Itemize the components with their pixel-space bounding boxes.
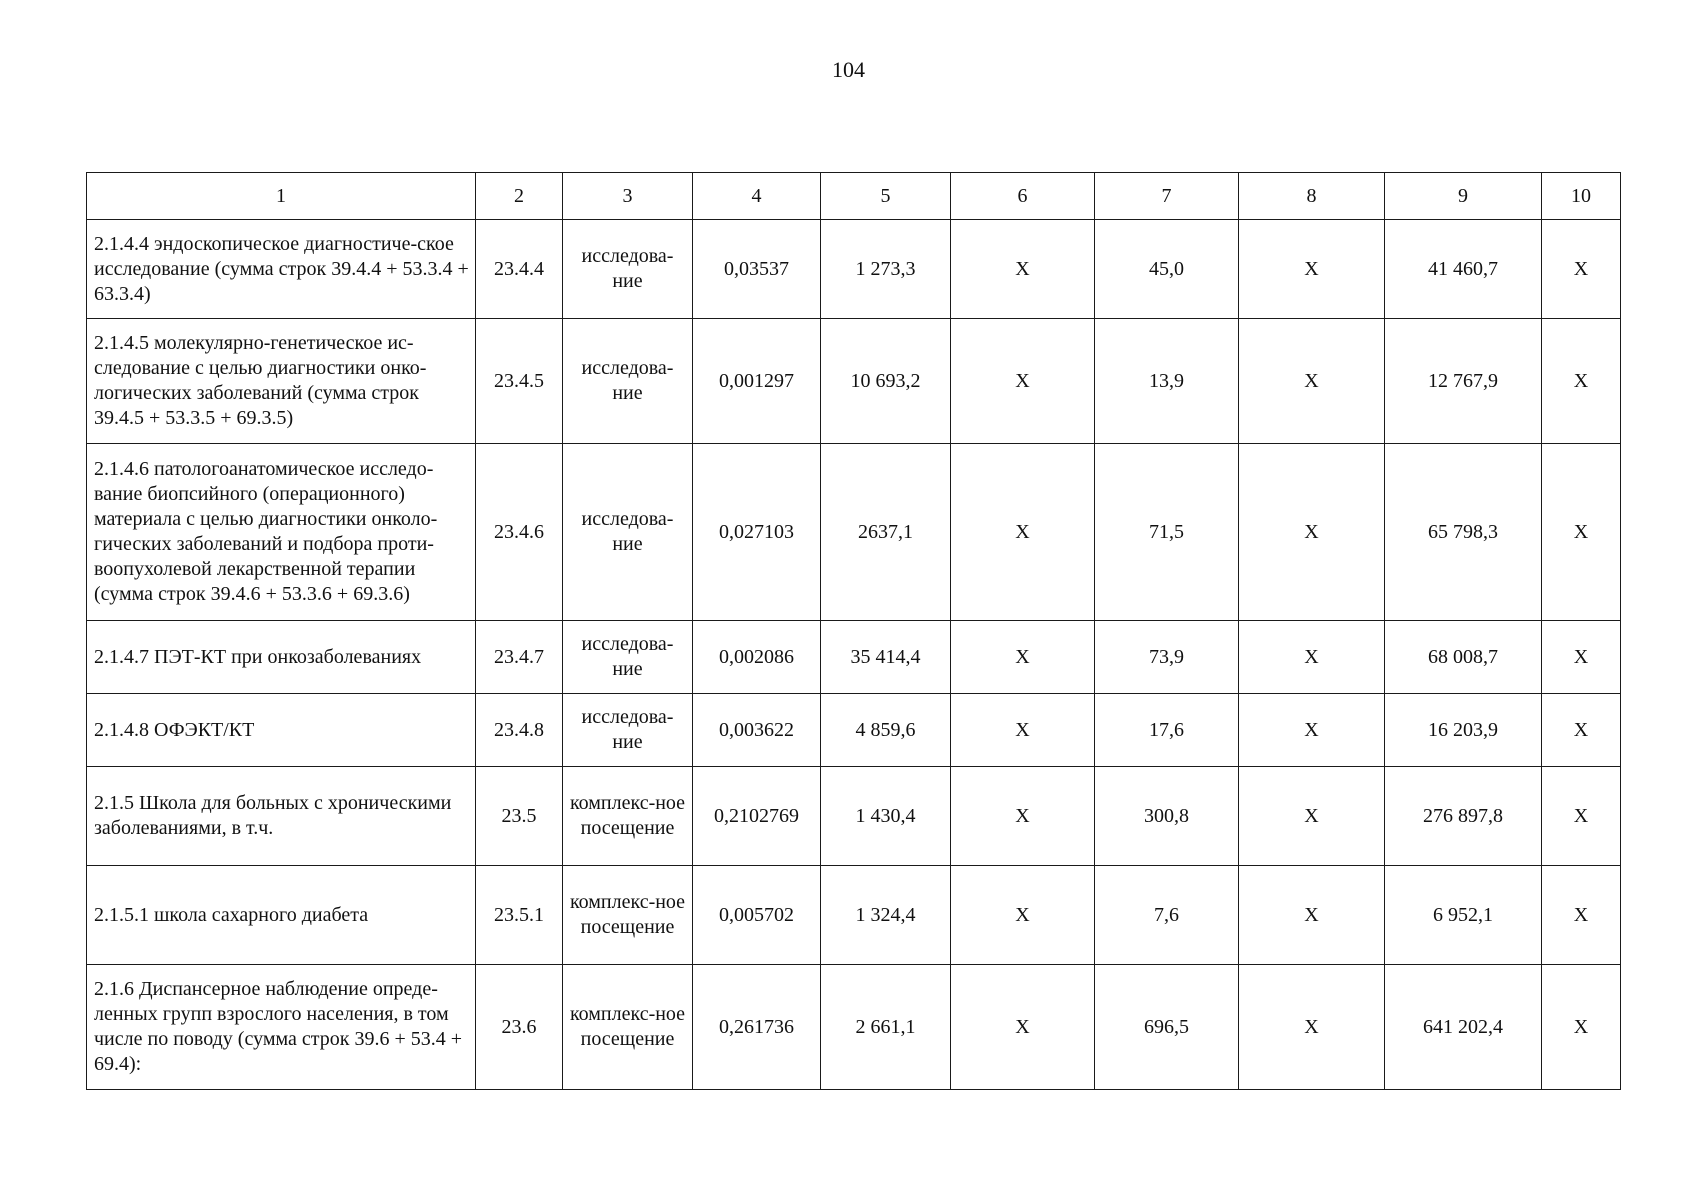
cell-col5: 2 661,1 bbox=[821, 965, 951, 1090]
cell-description: 2.1.6 Диспансерное наблюдение опреде-ленных групп взрослого населения, в том числе по поводу (сумма строк 39.6 + 53.4 + 69.4): bbox=[87, 965, 476, 1090]
cell-col7: 73,9 bbox=[1095, 621, 1239, 694]
cell-col8: Х bbox=[1239, 621, 1385, 694]
cell-unit: исследова-ние bbox=[563, 621, 693, 694]
cell-col7: 300,8 bbox=[1095, 767, 1239, 866]
cell-unit: комплекс-ное посещение bbox=[563, 866, 693, 965]
cell-unit: исследова-ние bbox=[563, 444, 693, 621]
cell-code: 23.6 bbox=[476, 965, 563, 1090]
column-header: 10 bbox=[1542, 173, 1621, 220]
cell-col9: 641 202,4 bbox=[1385, 965, 1542, 1090]
cell-col7: 13,9 bbox=[1095, 319, 1239, 444]
cell-col4: 0,03537 bbox=[693, 220, 821, 319]
cell-code: 23.4.6 bbox=[476, 444, 563, 621]
cell-description: 2.1.4.7 ПЭТ-КТ при онкозаболеваниях bbox=[87, 621, 476, 694]
column-header: 3 bbox=[563, 173, 693, 220]
cell-col4: 0,002086 bbox=[693, 621, 821, 694]
table-row bbox=[87, 767, 1621, 866]
cell-description: 2.1.4.5 молекулярно-генетическое ис-следование с целью диагностики онко-логических заболеваний (сумма строк 39.4.5 + 53.3.5 + 69.3.5) bbox=[87, 319, 476, 444]
cell-col6: Х bbox=[951, 444, 1095, 621]
cell-col4: 0,261736 bbox=[693, 965, 821, 1090]
cell-col5: 10 693,2 bbox=[821, 319, 951, 444]
cell-unit: комплекс-ное посещение bbox=[563, 965, 693, 1090]
cell-unit: исследова-ние bbox=[563, 694, 693, 767]
cell-col10: Х bbox=[1542, 319, 1621, 444]
cell-col4: 0,005702 bbox=[693, 866, 821, 965]
cell-col6: Х bbox=[951, 220, 1095, 319]
column-header: 5 bbox=[821, 173, 951, 220]
cell-col8: Х bbox=[1239, 444, 1385, 621]
cell-col9: 16 203,9 bbox=[1385, 694, 1542, 767]
cell-col9: 276 897,8 bbox=[1385, 767, 1542, 866]
column-header: 9 bbox=[1385, 173, 1542, 220]
cell-col6: Х bbox=[951, 965, 1095, 1090]
table-row bbox=[87, 866, 1621, 965]
cell-col9: 12 767,9 bbox=[1385, 319, 1542, 444]
column-header: 6 bbox=[951, 173, 1095, 220]
table-row bbox=[87, 694, 1621, 767]
column-header: 2 bbox=[476, 173, 563, 220]
cell-col6: Х bbox=[951, 319, 1095, 444]
cell-col10: Х bbox=[1542, 694, 1621, 767]
cell-col8: Х bbox=[1239, 694, 1385, 767]
cell-col8: Х bbox=[1239, 965, 1385, 1090]
cell-unit: исследова-ние bbox=[563, 319, 693, 444]
cell-col10: Х bbox=[1542, 965, 1621, 1090]
cell-col7: 696,5 bbox=[1095, 965, 1239, 1090]
cell-description: 2.1.4.8 ОФЭКТ/КТ bbox=[87, 694, 476, 767]
cell-col10: Х bbox=[1542, 220, 1621, 319]
cell-code: 23.5.1 bbox=[476, 866, 563, 965]
cell-col5: 4 859,6 bbox=[821, 694, 951, 767]
cell-col10: Х bbox=[1542, 621, 1621, 694]
cell-code: 23.4.4 bbox=[476, 220, 563, 319]
cell-col6: Х bbox=[951, 621, 1095, 694]
cell-col5: 1 324,4 bbox=[821, 866, 951, 965]
table-row bbox=[87, 621, 1621, 694]
cell-code: 23.4.8 bbox=[476, 694, 563, 767]
cell-unit: исследова-ние bbox=[563, 220, 693, 319]
cell-col9: 6 952,1 bbox=[1385, 866, 1542, 965]
cell-col7: 7,6 bbox=[1095, 866, 1239, 965]
cell-col8: Х bbox=[1239, 220, 1385, 319]
cell-col5: 1 273,3 bbox=[821, 220, 951, 319]
cell-col5: 2637,1 bbox=[821, 444, 951, 621]
cell-col7: 71,5 bbox=[1095, 444, 1239, 621]
column-header: 4 bbox=[693, 173, 821, 220]
column-header: 8 bbox=[1239, 173, 1385, 220]
cell-description: 2.1.4.4 эндоскопическое диагностиче-ское исследование (сумма строк 39.4.4 + 53.3.4 + 63.3.4) bbox=[87, 220, 476, 319]
cell-col10: Х bbox=[1542, 866, 1621, 965]
cell-col4: 0,2102769 bbox=[693, 767, 821, 866]
data-table bbox=[86, 172, 1621, 1090]
cell-col5: 1 430,4 bbox=[821, 767, 951, 866]
cell-col6: Х bbox=[951, 866, 1095, 965]
cell-col9: 41 460,7 bbox=[1385, 220, 1542, 319]
column-header: 1 bbox=[87, 173, 476, 220]
cell-col6: Х bbox=[951, 767, 1095, 866]
cell-col9: 68 008,7 bbox=[1385, 621, 1542, 694]
cell-description: 2.1.4.6 патологоанатомическое исследо-вание биопсийного (операционного) материала с целью диагностики онколо-гических заболеваний и подбора проти-воопухолевой лекарственной терапии (сумма строк 39.4.6 + 53.3.6 + 69.3.6) bbox=[87, 444, 476, 621]
cell-col7: 17,6 bbox=[1095, 694, 1239, 767]
table-row bbox=[87, 319, 1621, 444]
cell-col8: Х bbox=[1239, 767, 1385, 866]
cell-code: 23.5 bbox=[476, 767, 563, 866]
cell-col10: Х bbox=[1542, 767, 1621, 866]
column-header: 7 bbox=[1095, 173, 1239, 220]
table-row bbox=[87, 220, 1621, 319]
cell-col5: 35 414,4 bbox=[821, 621, 951, 694]
cell-col8: Х bbox=[1239, 319, 1385, 444]
cell-description: 2.1.5.1 школа сахарного диабета bbox=[87, 866, 476, 965]
cell-code: 23.4.7 bbox=[476, 621, 563, 694]
cell-col10: Х bbox=[1542, 444, 1621, 621]
header-row bbox=[87, 173, 1621, 220]
table-row bbox=[87, 965, 1621, 1090]
cell-description: 2.1.5 Школа для больных с хроническими заболеваниями, в т.ч. bbox=[87, 767, 476, 866]
cell-col9: 65 798,3 bbox=[1385, 444, 1542, 621]
cell-col8: Х bbox=[1239, 866, 1385, 965]
cell-col7: 45,0 bbox=[1095, 220, 1239, 319]
cell-col6: Х bbox=[951, 694, 1095, 767]
page-number: 104 bbox=[832, 57, 865, 82]
cell-col4: 0,027103 bbox=[693, 444, 821, 621]
table-row bbox=[87, 444, 1621, 621]
cell-unit: комплекс-ное посещение bbox=[563, 767, 693, 866]
cell-col4: 0,001297 bbox=[693, 319, 821, 444]
cell-code: 23.4.5 bbox=[476, 319, 563, 444]
cell-col4: 0,003622 bbox=[693, 694, 821, 767]
